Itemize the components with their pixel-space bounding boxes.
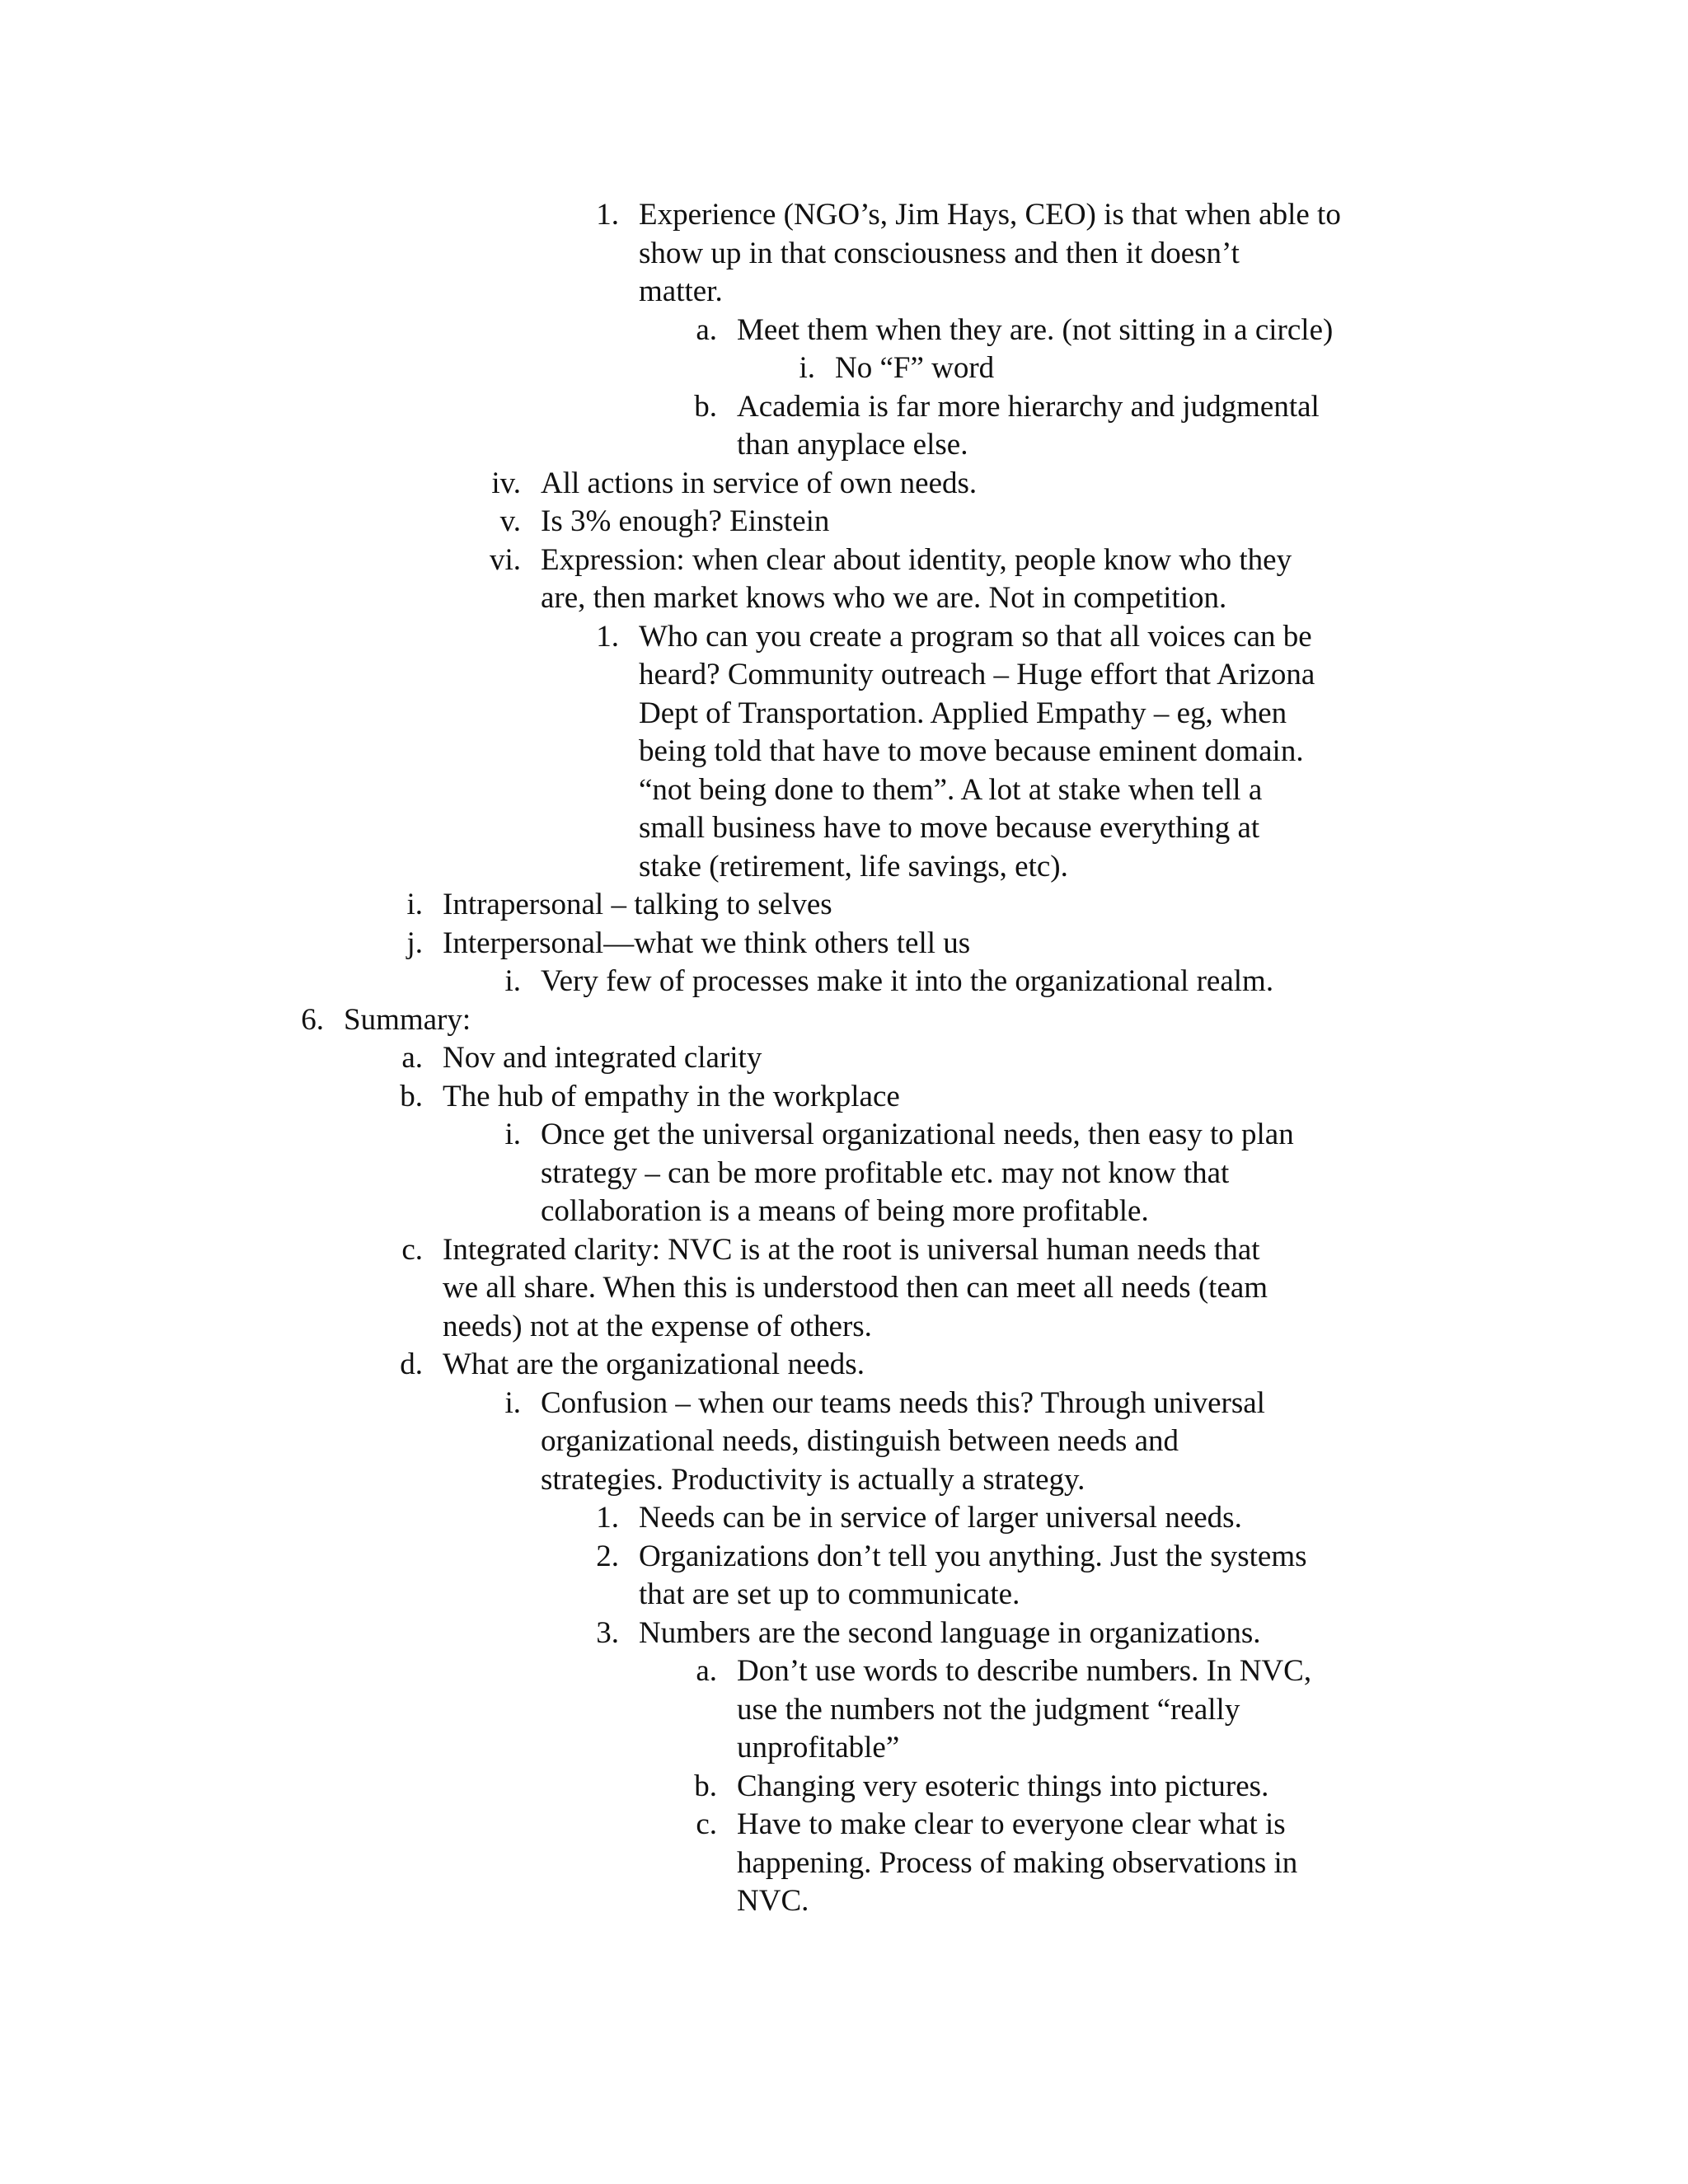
outline-list — [0, 196, 1688, 1921]
outline-item-continuation — [0, 1193, 1688, 1231]
list-marker: c. — [401, 1232, 423, 1267]
outline-item — [0, 1652, 1688, 1691]
outline-item — [0, 1385, 1688, 1423]
outline-text: happening. Process of making observations in — [737, 1845, 1298, 1880]
list-marker: a. — [401, 1041, 423, 1075]
outline-text: Have to make clear to everyone clear what is — [737, 1807, 1286, 1841]
outline-item — [0, 1538, 1688, 1577]
list-marker: i. — [799, 351, 815, 385]
outline-text: No “F” word — [835, 351, 995, 385]
outline-text: Experience (NGO’s, Jim Hays, CEO) is that when able to — [639, 198, 1341, 232]
outline-text: Confusion – when our teams needs this? Through universal — [541, 1385, 1265, 1420]
outline-item — [0, 1768, 1688, 1807]
outline-item-continuation — [0, 426, 1688, 465]
outline-item-continuation — [0, 1844, 1688, 1883]
outline-text: Expression: when clear about identity, people know who they — [541, 542, 1292, 577]
outline-item — [0, 1806, 1688, 1844]
outline-item-continuation — [0, 235, 1688, 274]
outline-text: heard? Community outreach – Huge effort that Arizona — [639, 658, 1315, 691]
outline-text: NVC. — [737, 1884, 809, 1918]
outline-item-continuation — [0, 733, 1688, 771]
outline-text: Intrapersonal – talking to selves — [443, 888, 832, 921]
outline-text: “not being done to them”. A lot at stake when tell a — [639, 772, 1263, 807]
outline-text: than anyplace else. — [737, 428, 968, 462]
list-marker: i. — [504, 964, 521, 998]
outline-text: are, then market knows who we are. Not in competition. — [541, 581, 1227, 615]
outline-text: All actions in service of own needs. — [541, 466, 978, 500]
outline-item — [0, 1346, 1688, 1385]
outline-text: Interpersonal—what we think others tell us — [443, 926, 971, 960]
outline-item — [0, 618, 1688, 657]
outline-text: Meet them when they are. (not sitting in a circle) — [737, 312, 1334, 347]
outline-text: matter. — [639, 274, 723, 308]
outline-item-continuation — [0, 809, 1688, 848]
outline-text: Organizations don’t tell you anything. Just the systems — [639, 1539, 1307, 1573]
outline-text: Is 3% enough? Einstein — [541, 504, 830, 538]
outline-text: Don’t use words to describe numbers. In NVC, — [737, 1654, 1312, 1688]
list-marker: b. — [694, 389, 717, 424]
outline-item — [0, 925, 1688, 963]
outline-item — [0, 1039, 1688, 1078]
outline-text: stake (retirement, life savings, etc). — [639, 849, 1068, 883]
outline-text: Needs can be in service of larger universal needs. — [639, 1501, 1242, 1535]
list-marker: 1. — [596, 1501, 619, 1535]
list-marker: a. — [696, 312, 717, 347]
outline-text: being told that have to move because eminent domain. — [639, 734, 1304, 768]
outline-item-continuation — [0, 1308, 1688, 1347]
outline-text: use the numbers not the judgment “really — [737, 1692, 1240, 1727]
outline-text: Academia is far more hierarchy and judgmental — [737, 389, 1320, 424]
outline-item-continuation — [0, 1576, 1688, 1615]
outline-item-continuation — [0, 1461, 1688, 1500]
outline-text: show up in that consciousness and then it doesn’t — [639, 236, 1240, 270]
list-marker: i. — [406, 888, 423, 921]
outline-item — [0, 1078, 1688, 1117]
outline-item — [0, 963, 1688, 1001]
outline-text: that are set up to communicate. — [639, 1577, 1020, 1611]
outline-item-continuation — [0, 771, 1688, 810]
outline-text: Dept of Transportation. Applied Empathy – eg, when — [639, 696, 1287, 730]
list-marker: i. — [504, 1118, 521, 1151]
outline-item — [0, 465, 1688, 504]
outline-item-continuation — [0, 1269, 1688, 1308]
outline-text: Nov and integrated clarity — [443, 1041, 762, 1075]
list-marker: b. — [694, 1769, 717, 1803]
outline-text: Who can you create a program so that all voices can be — [639, 619, 1312, 654]
outline-text: unprofitable” — [737, 1731, 900, 1765]
outline-text: Integrated clarity: NVC is at the root is universal human needs that — [443, 1232, 1260, 1267]
list-marker: iv. — [491, 466, 521, 500]
list-marker: 2. — [596, 1539, 619, 1573]
outline-item-continuation — [0, 1691, 1688, 1730]
list-marker: 3. — [596, 1615, 619, 1650]
list-marker: j. — [406, 926, 423, 960]
list-marker: 6. — [301, 1002, 324, 1037]
outline-item-continuation — [0, 1882, 1688, 1921]
outline-item — [0, 349, 1688, 388]
outline-text: small business have to move because everything at — [639, 811, 1260, 845]
list-marker: 1. — [596, 619, 619, 654]
outline-text: Numbers are the second language in organizations. — [639, 1615, 1261, 1650]
outline-item — [0, 196, 1688, 235]
outline-item — [0, 1001, 1688, 1040]
outline-item — [0, 1231, 1688, 1270]
list-marker: v. — [499, 504, 521, 538]
list-marker: c. — [696, 1807, 717, 1841]
list-marker: 1. — [596, 198, 619, 232]
list-marker: vi. — [489, 542, 521, 577]
outline-text: strategies. Productivity is actually a strategy. — [541, 1462, 1085, 1497]
outline-text: collaboration is a means of being more profitable. — [541, 1194, 1149, 1228]
outline-text: needs) not at the expense of others. — [443, 1309, 872, 1343]
outline-text: What are the organizational needs. — [443, 1347, 865, 1381]
outline-item — [0, 388, 1688, 427]
outline-item — [0, 503, 1688, 541]
outline-item-continuation — [0, 656, 1688, 695]
list-marker: a. — [696, 1654, 717, 1688]
outline-text: organizational needs, distinguish between needs and — [541, 1424, 1179, 1458]
outline-item — [0, 1116, 1688, 1155]
outline-text: Summary: — [344, 1002, 471, 1037]
list-marker: d. — [400, 1347, 423, 1381]
list-marker: b. — [400, 1079, 423, 1113]
outline-item — [0, 1615, 1688, 1653]
outline-text: Changing very esoteric things into pictures. — [737, 1769, 1269, 1803]
outline-item — [0, 886, 1688, 925]
outline-text: Very few of processes make it into the organizational realm. — [541, 964, 1274, 998]
outline-item-continuation — [0, 579, 1688, 618]
outline-text: Once get the universal organizational needs, then easy to plan — [541, 1118, 1294, 1151]
outline-item — [0, 312, 1688, 350]
outline-text: The hub of empathy in the workplace — [443, 1079, 900, 1113]
list-marker: i. — [504, 1385, 521, 1420]
outline-item-continuation — [0, 1422, 1688, 1461]
outline-item — [0, 541, 1688, 580]
outline-text: strategy – can be more profitable etc. may not know that — [541, 1155, 1230, 1190]
outline-item-continuation — [0, 695, 1688, 733]
outline-item-continuation — [0, 1155, 1688, 1193]
outline-item-continuation — [0, 848, 1688, 887]
outline-item-continuation — [0, 1729, 1688, 1768]
outline-item-continuation — [0, 273, 1688, 312]
outline-text: we all share. When this is understood then can meet all needs (team — [443, 1271, 1268, 1305]
outline-item — [0, 1499, 1688, 1538]
